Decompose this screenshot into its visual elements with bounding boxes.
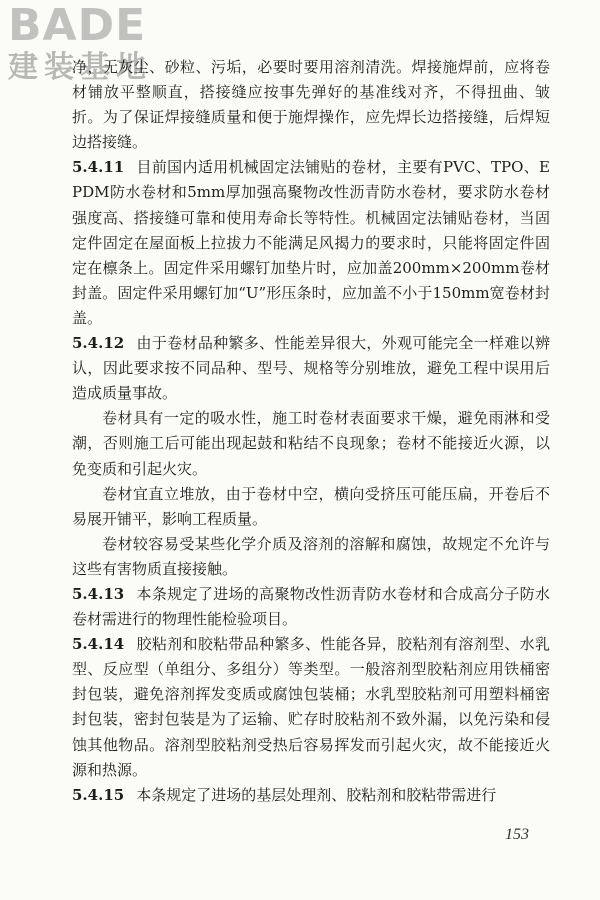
paragraph-text: 卷材较容易受某些化学介质及溶剂的溶解和腐蚀，故规定不允许与这些有害物质直接接触。 [72, 534, 550, 578]
paragraph-text: 净，无灰尘、砂粒、污垢，必要时要用溶剂清洗。焊接施焊前，应将卷材铺放平整顺直，搭接缝应按事先弹好的基准线对齐，不得扭曲、皱折。为了保证焊接缝质量和便于施焊操作，应先焊长边搭接缝，后焊短边搭接缝。 [72, 58, 550, 152]
paragraph-text: 由于卷材品种繁多、性能差异很大，外观可能完全一样难以辨认，因此要求按不同品种、型号、规格等分别堆放，避免工程中误用后造成质量事故。 [72, 334, 550, 403]
clause-paragraph [72, 155, 550, 331]
paragraph-text: 胶粘剂和胶粘带品种繁多、性能各异，胶粘剂有溶剂型、水乳型、反应型（单组分、多组分）等类型。一般溶剂型胶粘剂应用铁桶密封包装，避免溶剂挥发变质或腐蚀包装桶；水乳型胶粘剂可用塑料桶密封包装，密封包装是为了运输、贮存时胶粘剂不致外漏，以免污染和侵蚀其他物品。溶剂型胶粘剂受热后容易挥发而引起火灾，故不能接近火源和热源。 [72, 635, 550, 779]
indented-paragraph [72, 482, 550, 532]
clause-number: 5.4.11 [72, 158, 125, 177]
clause-number: 5.4.13 [72, 584, 125, 603]
paragraph-text: 本条规定了进场的高聚物改性沥青防水卷材和合成高分子防水卷材需进行的物理性能检验项目。 [72, 584, 550, 629]
page-body [72, 55, 550, 808]
page-number: 153 [505, 826, 529, 843]
paragraph-text: 本条规定了进场的基层处理剂、胶粘剂和胶粘带需进行 [136, 785, 497, 804]
clause-paragraph [72, 582, 550, 632]
paragraph-text: 卷材宜直立堆放，由于卷材中空，横向受挤压可能压扁，开卷后不易展开铺平，影响工程质量。 [72, 484, 550, 528]
watermark-sub-text: 建装基地 [8, 50, 152, 85]
clause-number: 5.4.12 [72, 334, 125, 353]
watermark-logo-text: BADE [8, 0, 147, 51]
clause-paragraph [72, 331, 550, 406]
paragraph-text: 卷材具有一定的吸水性，施工时卷材表面要求干燥，避免雨淋和受潮，否则施工后可能出现起鼓和粘结不良现象；卷材不能接近火源，以免变质和引起火灾。 [72, 409, 550, 478]
clause-paragraph [72, 632, 550, 783]
paragraph-continuation [72, 55, 550, 155]
clause-number: 5.4.14 [72, 635, 125, 654]
indented-paragraph [72, 406, 550, 481]
clause-number: 5.4.15 [72, 785, 125, 804]
indented-paragraph [72, 532, 550, 582]
paragraph-text: 目前国内适用机械固定法铺贴的卷材，主要有PVC、TPO、EPDM防水卷材和5mm厚加强高聚物改性沥青防水卷材，要求防水卷材强度高、搭接缝可靠和使用寿命长等特性。机械固定法铺贴卷材，当固定件固定在屋面板上拉拔力不能满足风揭力的要求时，只能将固定件固定在檩条上。固定件采用螺钉加垫片时，应加盖200mm×200mm卷材封盖。固定件采用螺钉加“U”形压条时，应加盖不小于150mm宽卷材封盖。 [72, 158, 550, 327]
clause-paragraph [72, 783, 550, 808]
